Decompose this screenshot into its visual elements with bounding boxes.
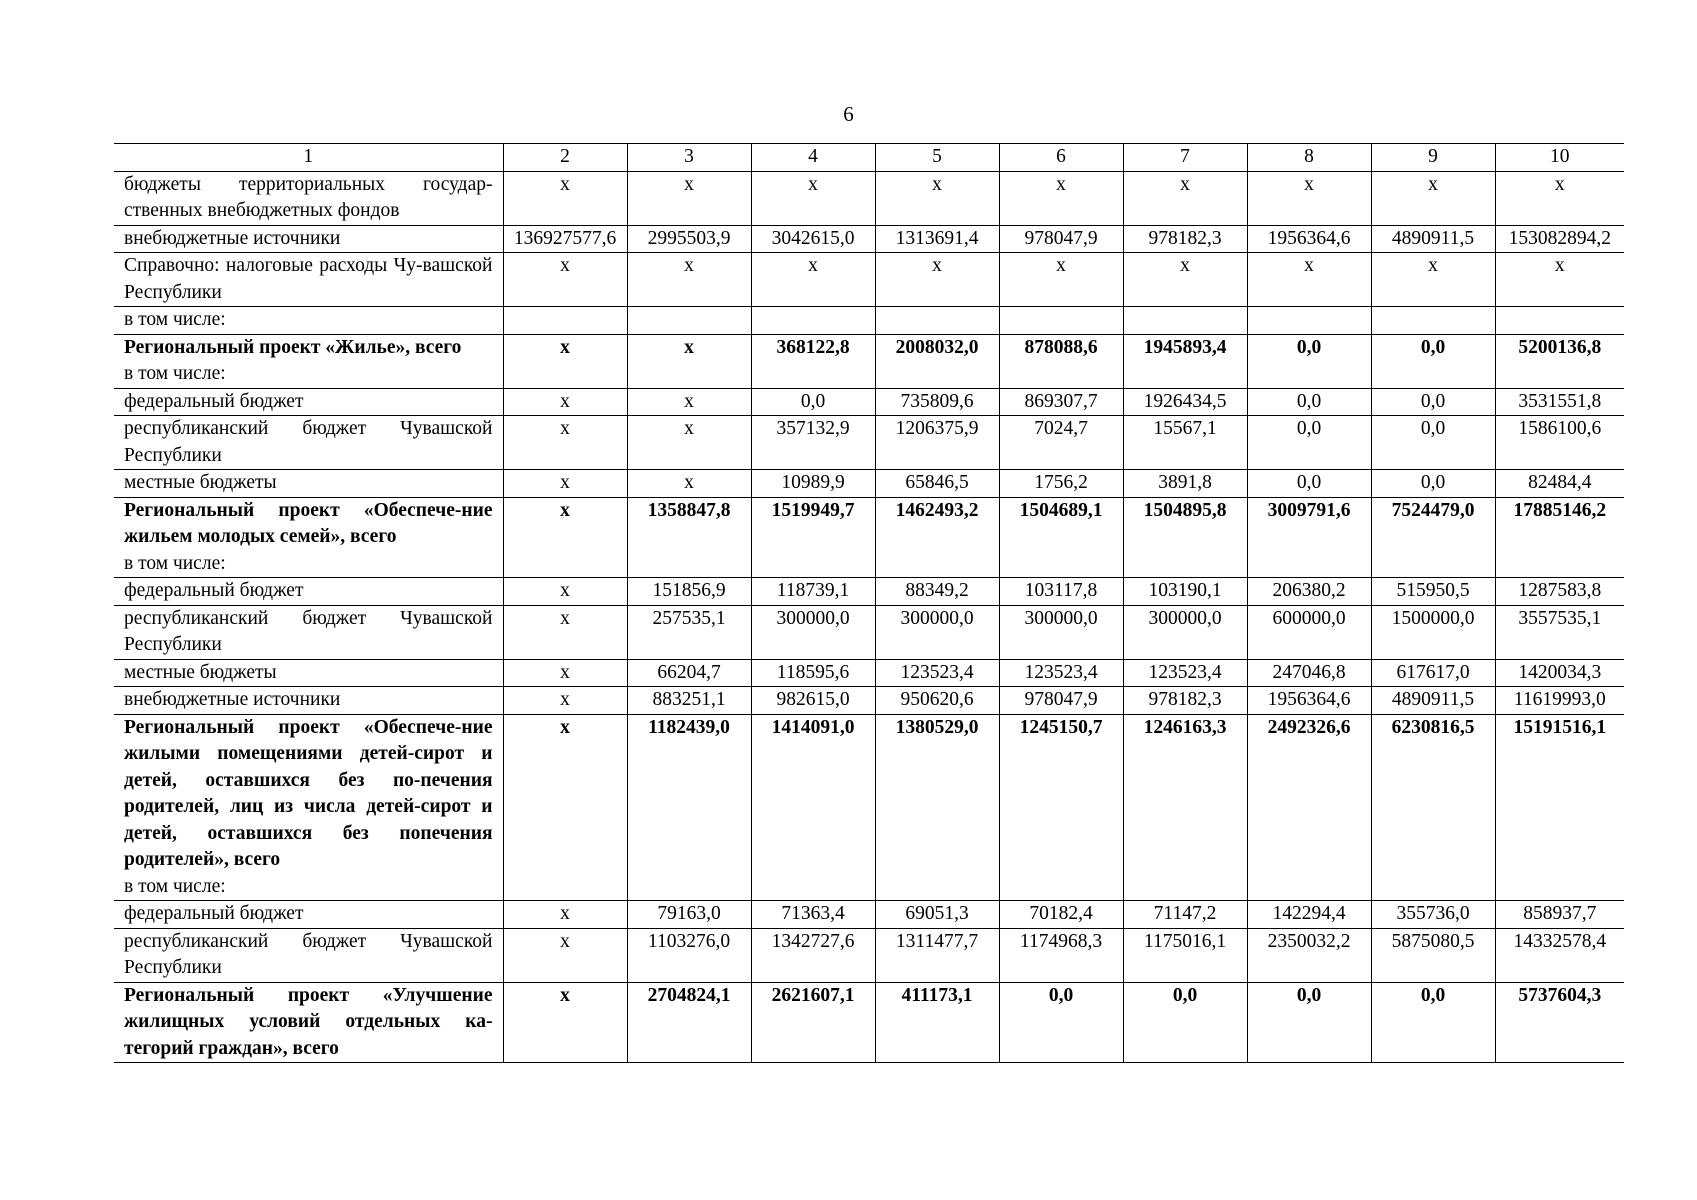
value-cell: 357132,9	[751, 416, 875, 470]
row-label-cell	[114, 225, 503, 253]
value-cell: 1103276,0	[627, 928, 751, 982]
value-cell: x	[503, 388, 627, 416]
value-cell: 247046,8	[1247, 659, 1371, 687]
value-cell: 600000,0	[1247, 605, 1371, 659]
value-cell: 65846,5	[875, 470, 999, 498]
value-cell: x	[627, 416, 751, 470]
value-cell: 2995503,9	[627, 225, 751, 253]
value-cell: 3891,8	[1123, 470, 1247, 498]
row-sublabel: в том числе:	[124, 363, 226, 384]
value-cell: 69051,3	[875, 901, 999, 929]
value-cell: 7024,7	[999, 416, 1123, 470]
project-total-row	[114, 334, 1624, 388]
value-cell: 3009791,6	[1247, 497, 1371, 578]
value-cell: 0,0	[1247, 982, 1371, 1063]
value-cell: x	[1495, 253, 1624, 307]
row-label-cell	[114, 982, 503, 1063]
value-cell: 151856,9	[627, 578, 751, 606]
value-cell: 0,0	[1371, 982, 1495, 1063]
value-cell: 5737604,3	[1495, 982, 1624, 1063]
value-cell: 2621607,1	[751, 982, 875, 1063]
table-row	[114, 171, 1624, 225]
row-label-cell	[114, 901, 503, 929]
value-cell: 70182,4	[999, 901, 1123, 929]
row-label-cell	[114, 171, 503, 225]
value-cell: 4890911,5	[1371, 687, 1495, 715]
value-cell: 10989,9	[751, 470, 875, 498]
value-cell: 257535,1	[627, 605, 751, 659]
value-cell	[1247, 307, 1371, 335]
table-row	[114, 416, 1624, 470]
project-total-row	[114, 982, 1624, 1063]
row-label: внебюджетные источники	[124, 689, 341, 710]
row-label: в том числе:	[124, 309, 226, 330]
row-label: внебюджетные источники	[124, 227, 341, 249]
value-cell: x	[627, 334, 751, 388]
table-row	[114, 928, 1624, 982]
value-cell: 2704824,1	[627, 982, 751, 1063]
value-cell: x	[627, 388, 751, 416]
project-total-row	[114, 497, 1624, 578]
table-row	[114, 307, 1624, 335]
table-row	[114, 253, 1624, 307]
page-number: 6	[843, 102, 854, 126]
value-cell: 950620,6	[875, 687, 999, 715]
value-cell: 1504895,8	[1123, 497, 1247, 578]
row-label-cell	[114, 928, 503, 982]
value-cell: 1945893,4	[1123, 334, 1247, 388]
value-cell: x	[1371, 253, 1495, 307]
value-cell: 0,0	[1371, 470, 1495, 498]
value-cell	[503, 307, 627, 335]
column-number-header: 8	[1247, 144, 1371, 172]
value-cell: x	[503, 334, 627, 388]
row-label-cell	[114, 497, 503, 578]
value-cell: 0,0	[1247, 470, 1371, 498]
row-label-cell	[114, 470, 503, 498]
row-label-cell	[114, 253, 503, 307]
table-row	[114, 605, 1624, 659]
value-cell: 869307,7	[999, 388, 1123, 416]
value-cell: 1586100,6	[1495, 416, 1624, 470]
value-cell: 0,0	[999, 982, 1123, 1063]
value-cell	[627, 307, 751, 335]
value-cell: 978047,9	[999, 225, 1123, 253]
value-cell: 103190,1	[1123, 578, 1247, 606]
value-cell: x	[503, 714, 627, 901]
value-cell: 0,0	[1247, 416, 1371, 470]
value-cell: 3557535,1	[1495, 605, 1624, 659]
value-cell: x	[627, 470, 751, 498]
value-cell: 411173,1	[875, 982, 999, 1063]
value-cell: x	[751, 171, 875, 225]
value-cell	[1123, 307, 1247, 335]
row-label-cell	[114, 659, 503, 687]
value-cell: 0,0	[1371, 388, 1495, 416]
value-cell: x	[875, 253, 999, 307]
row-label: республиканский бюджет Чувашской Республики	[124, 607, 493, 655]
value-cell: 515950,5	[1371, 578, 1495, 606]
column-number-header: 3	[627, 144, 751, 172]
value-cell: x	[503, 470, 627, 498]
value-cell: 617617,0	[1371, 659, 1495, 687]
value-cell: x	[503, 171, 627, 225]
column-number-header: 10	[1495, 144, 1624, 172]
value-cell: 82484,4	[1495, 470, 1624, 498]
table-row	[114, 578, 1624, 606]
value-cell: x	[503, 253, 627, 307]
value-cell: 0,0	[1371, 416, 1495, 470]
value-cell: 5875080,5	[1371, 928, 1495, 982]
column-number-header: 6	[999, 144, 1123, 172]
table-row	[114, 659, 1624, 687]
table-header-row	[114, 144, 1624, 172]
value-cell: 1420034,3	[1495, 659, 1624, 687]
value-cell: 11619993,0	[1495, 687, 1624, 715]
value-cell: 2008032,0	[875, 334, 999, 388]
column-number-header: 5	[875, 144, 999, 172]
value-cell	[1495, 307, 1624, 335]
value-cell: 123523,4	[999, 659, 1123, 687]
value-cell: 0,0	[1123, 982, 1247, 1063]
value-cell: 3531551,8	[1495, 388, 1624, 416]
value-cell: 1342727,6	[751, 928, 875, 982]
row-label: местные бюджеты	[124, 472, 277, 493]
row-label: Региональный проект «Жилье», всего	[124, 336, 462, 358]
value-cell: 1956364,6	[1247, 687, 1371, 715]
value-cell: 71363,4	[751, 901, 875, 929]
value-cell: x	[503, 416, 627, 470]
row-label: Региональный проект «Улучшение жилищных условий отдельных ка-тегорий граждан», всего	[124, 984, 493, 1059]
column-number-header: 7	[1123, 144, 1247, 172]
value-cell	[1371, 307, 1495, 335]
value-cell: 300000,0	[875, 605, 999, 659]
value-cell: x	[751, 253, 875, 307]
value-cell: 3042615,0	[751, 225, 875, 253]
row-label-cell	[114, 578, 503, 606]
value-cell: 1462493,2	[875, 497, 999, 578]
value-cell: 14332578,4	[1495, 928, 1624, 982]
value-cell: 1175016,1	[1123, 928, 1247, 982]
row-label: Региональный проект «Обеспече-ние жильем молодых семей», всего	[124, 499, 493, 547]
value-cell: 978182,3	[1123, 687, 1247, 715]
value-cell: 0,0	[1371, 334, 1495, 388]
row-label-cell	[114, 334, 503, 388]
value-cell: 1414091,0	[751, 714, 875, 901]
value-cell: 300000,0	[751, 605, 875, 659]
table-row	[114, 388, 1624, 416]
value-cell: 66204,7	[627, 659, 751, 687]
value-cell	[875, 307, 999, 335]
value-cell: x	[1247, 171, 1371, 225]
value-cell: 15567,1	[1123, 416, 1247, 470]
value-cell: 1500000,0	[1371, 605, 1495, 659]
value-cell: 735809,6	[875, 388, 999, 416]
table-row	[114, 470, 1624, 498]
value-cell: 1182439,0	[627, 714, 751, 901]
value-cell: 858937,7	[1495, 901, 1624, 929]
value-cell: x	[1495, 171, 1624, 225]
value-cell: 79163,0	[627, 901, 751, 929]
value-cell: x	[1123, 171, 1247, 225]
value-cell: 978182,3	[1123, 225, 1247, 253]
value-cell: 2492326,6	[1247, 714, 1371, 901]
value-cell: 1313691,4	[875, 225, 999, 253]
value-cell: 17885146,2	[1495, 497, 1624, 578]
value-cell: 1504689,1	[999, 497, 1123, 578]
table-row	[114, 687, 1624, 715]
value-cell: x	[875, 171, 999, 225]
value-cell: 1311477,7	[875, 928, 999, 982]
value-cell: 136927577,6	[503, 225, 627, 253]
row-label-cell	[114, 388, 503, 416]
value-cell: 1174968,3	[999, 928, 1123, 982]
value-cell: 883251,1	[627, 687, 751, 715]
value-cell: x	[1371, 171, 1495, 225]
row-label: Справочно: налоговые расходы Чу-вашской Республики	[124, 255, 493, 303]
value-cell: 15191516,1	[1495, 714, 1624, 901]
value-cell: x	[999, 253, 1123, 307]
value-cell: 355736,0	[1371, 901, 1495, 929]
value-cell: 0,0	[1247, 334, 1371, 388]
value-cell: 1358847,8	[627, 497, 751, 578]
value-cell: 88349,2	[875, 578, 999, 606]
value-cell: x	[1247, 253, 1371, 307]
column-number-header: 1	[114, 144, 503, 172]
row-label-cell	[114, 416, 503, 470]
value-cell: x	[503, 497, 627, 578]
value-cell: 1206375,9	[875, 416, 999, 470]
value-cell	[751, 307, 875, 335]
value-cell: 982615,0	[751, 687, 875, 715]
row-label: республиканский бюджет Чувашской Республики	[124, 418, 493, 466]
value-cell	[999, 307, 1123, 335]
value-cell: x	[503, 928, 627, 982]
value-cell: 1926434,5	[1123, 388, 1247, 416]
row-label: федеральный бюджет	[124, 903, 304, 924]
column-number-header: 9	[1371, 144, 1495, 172]
value-cell: 118595,6	[751, 659, 875, 687]
row-label-cell	[114, 687, 503, 715]
row-label: бюджеты территориальных государ-ственных внебюджетных фондов	[124, 173, 493, 221]
value-cell: x	[503, 605, 627, 659]
value-cell: 2350032,2	[1247, 928, 1371, 982]
column-number-header: 2	[503, 144, 627, 172]
value-cell: 206380,2	[1247, 578, 1371, 606]
row-label: федеральный бюджет	[124, 390, 304, 412]
value-cell: 7524479,0	[1371, 497, 1495, 578]
row-sublabel: в том числе:	[124, 875, 226, 897]
value-cell: 1246163,3	[1123, 714, 1247, 901]
row-label-cell	[114, 714, 503, 901]
row-label: республиканский бюджет Чувашской Республики	[124, 930, 493, 978]
column-number-header: 4	[751, 144, 875, 172]
value-cell: 153082894,2	[1495, 225, 1624, 253]
table-row	[114, 225, 1624, 253]
value-cell: 4890911,5	[1371, 225, 1495, 253]
value-cell: 0,0	[751, 388, 875, 416]
value-cell: 1756,2	[999, 470, 1123, 498]
value-cell: x	[999, 171, 1123, 225]
row-sublabel: в том числе:	[124, 552, 226, 574]
row-label-cell	[114, 605, 503, 659]
project-total-row	[114, 714, 1624, 901]
value-cell: 300000,0	[1123, 605, 1247, 659]
value-cell: 118739,1	[751, 578, 875, 606]
value-cell: x	[503, 901, 627, 929]
value-cell: 368122,8	[751, 334, 875, 388]
value-cell: x	[503, 659, 627, 687]
value-cell: 103117,8	[999, 578, 1123, 606]
value-cell: x	[627, 171, 751, 225]
value-cell: 1245150,7	[999, 714, 1123, 901]
row-label: Региональный проект «Обеспече-ние жилыми помещениями детей-сирот и детей, оставшихся без по-печения родителей, лиц из числа детей-сирот и детей, оставшихся без попечения родителей», всего	[124, 716, 493, 870]
value-cell: 1287583,8	[1495, 578, 1624, 606]
row-label: местные бюджеты	[124, 661, 277, 683]
value-cell: 300000,0	[999, 605, 1123, 659]
value-cell: x	[627, 253, 751, 307]
value-cell: 123523,4	[875, 659, 999, 687]
value-cell: 1380529,0	[875, 714, 999, 901]
value-cell: 1956364,6	[1247, 225, 1371, 253]
budget-table	[114, 143, 1624, 1063]
value-cell: x	[1123, 253, 1247, 307]
row-label-cell	[114, 307, 503, 335]
value-cell: 1519949,7	[751, 497, 875, 578]
value-cell: 142294,4	[1247, 901, 1371, 929]
value-cell: x	[503, 578, 627, 606]
value-cell: 878088,6	[999, 334, 1123, 388]
value-cell: 0,0	[1247, 388, 1371, 416]
row-label: федеральный бюджет	[124, 580, 304, 601]
table-row	[114, 901, 1624, 929]
value-cell: 978047,9	[999, 687, 1123, 715]
value-cell: 71147,2	[1123, 901, 1247, 929]
value-cell: 123523,4	[1123, 659, 1247, 687]
value-cell: 6230816,5	[1371, 714, 1495, 901]
value-cell: x	[503, 687, 627, 715]
value-cell: x	[503, 982, 627, 1063]
value-cell: 5200136,8	[1495, 334, 1624, 388]
